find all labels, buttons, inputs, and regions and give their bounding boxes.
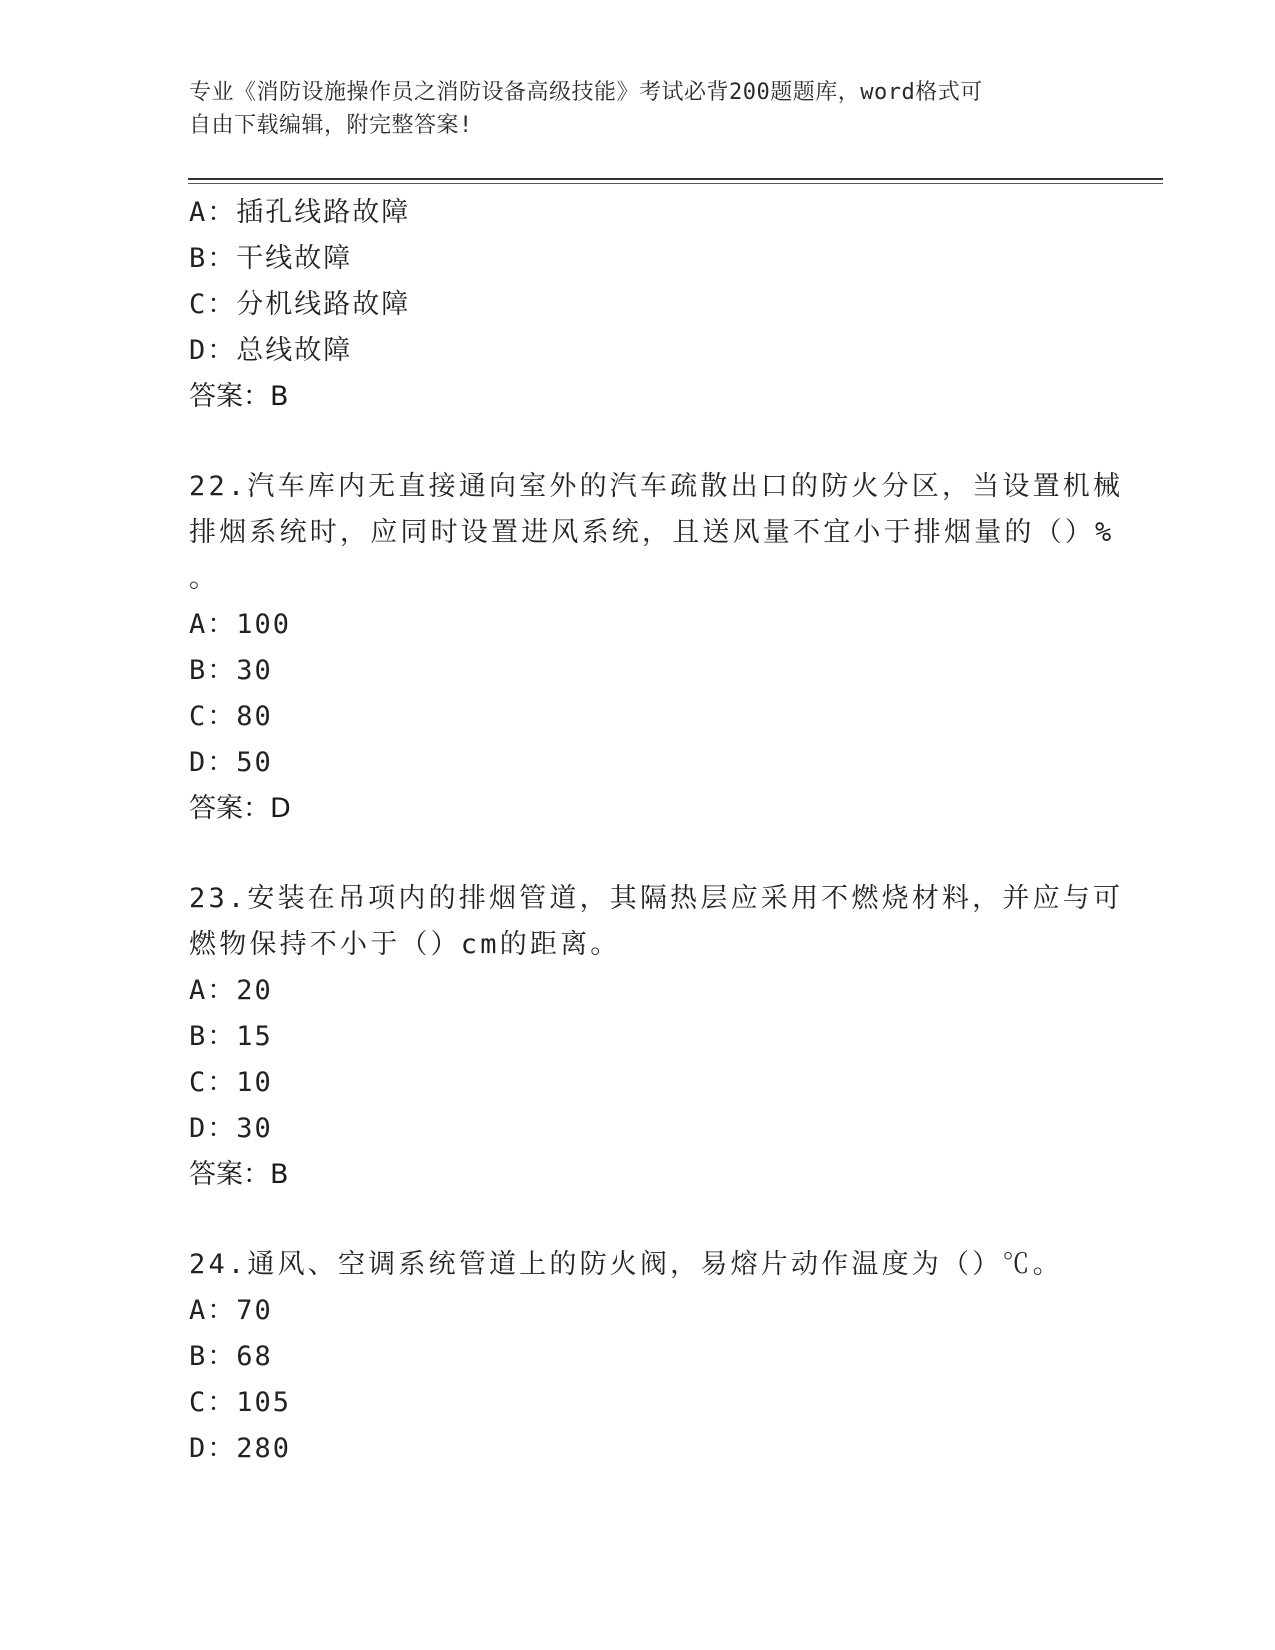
question-spacer: [189, 832, 1089, 876]
stem-line: 。: [189, 563, 220, 594]
question-stem: [189, 876, 1124, 968]
option-b: B：15: [189, 1021, 273, 1052]
answer-line: 答案：B: [189, 1159, 289, 1190]
option-d: D：总线故障: [189, 335, 353, 366]
option-a: A：插孔线路故障: [189, 197, 411, 228]
stem-line: 23.安装在吊项内的排烟管道，其隔热层应采用不燃烧材料，并应与可: [189, 883, 1124, 914]
option-a: A：70: [189, 1295, 273, 1326]
question-stem: [189, 464, 1124, 602]
option-d: D：280: [189, 1433, 292, 1464]
option-c: C：分机线路故障: [189, 289, 411, 320]
option-c: C：80: [189, 701, 273, 732]
option-d: D：50: [189, 747, 273, 778]
question-spacer: [189, 1198, 1089, 1242]
header-line-2: 自由下载编辑，附完整答案!: [189, 113, 473, 138]
option-c: C：105: [189, 1387, 292, 1418]
answer-line: 答案：B: [189, 381, 289, 412]
question-24: [189, 1242, 1089, 1472]
option-b: B：30: [189, 655, 273, 686]
answer-line: 答案：D: [189, 793, 291, 824]
option-a: A：100: [189, 609, 292, 640]
question-23: [189, 876, 1124, 1198]
stem-line: 22.汽车库内无直接通向室外的汽车疏散出口的防火分区，当设置机械: [189, 471, 1124, 502]
stem-line: 燃物保持不小于（）cm的距离。: [189, 929, 621, 960]
header-rule-thick: [188, 178, 1163, 180]
option-b: B：68: [189, 1341, 273, 1372]
stem-line: 24.通风、空调系统管道上的防火阀，易熔片动作温度为（）℃。: [189, 1249, 1063, 1280]
question-spacer: [189, 420, 1089, 464]
stem-line: 排烟系统时，应同时设置进风系统，且送风量不宜小于排烟量的（）%: [189, 517, 1115, 548]
question-22: [189, 464, 1124, 832]
option-a: A：20: [189, 975, 273, 1006]
option-b: B：干线故障: [189, 243, 353, 274]
question-21: [189, 190, 1089, 420]
option-c: C：10: [189, 1067, 273, 1098]
question-stem: [189, 1242, 1089, 1288]
document-header: [189, 76, 1089, 142]
question-list: [189, 190, 1124, 1472]
option-d: D：30: [189, 1113, 273, 1144]
header-line-1: 专业《消防设施操作员之消防设备高级技能》考试必背200题题库，word格式可: [189, 80, 983, 105]
header-rule-thin: [188, 183, 1163, 184]
